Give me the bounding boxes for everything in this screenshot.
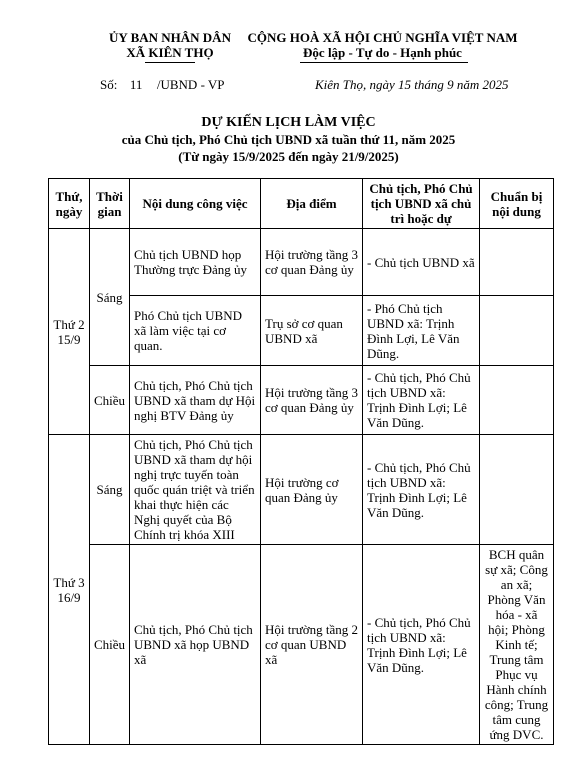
location-cell: Trụ sở cơ quan UBND xã bbox=[261, 296, 363, 366]
document-number-line bbox=[100, 77, 225, 93]
content-cell: Chủ tịch, Phó Chủ tịch UBND xã họp UBND xã bbox=[130, 545, 261, 745]
doc-number: 11 bbox=[129, 77, 143, 92]
schedule-table bbox=[48, 178, 554, 745]
day-cell: Thứ 3 16/9 bbox=[49, 435, 90, 745]
chair-cell: - Chủ tịch, Phó Chủ tịch UBND xã: Trịnh Đình Lợi; Lê Văn Dũng. bbox=[363, 366, 480, 435]
org-name-line2: XÃ KIÊN THỌ bbox=[126, 45, 214, 60]
prep-cell bbox=[480, 366, 554, 435]
motto-underline bbox=[300, 62, 468, 63]
schedule-subtitle: của Chủ tịch, Phó Chủ tịch UBND xã tuần thứ 11, năm 2025 bbox=[121, 132, 456, 147]
date-line: Kiên Thọ, ngày 15 tháng 9 năm 2025 bbox=[315, 77, 509, 92]
day-cell: Thứ 2 15/9 bbox=[49, 229, 90, 435]
content-cell: Chủ tịch, Phó Chủ tịch UBND xã tham dự Hội nghị BTV Đảng ủy bbox=[130, 366, 261, 435]
chair-cell: - Chủ tịch, Phó Chủ tịch UBND xã: Trịnh Đình Lợi; Lê Văn Dũng. bbox=[363, 545, 480, 745]
content-cell: Chủ tịch UBND họp Thường trực Đảng ủy bbox=[130, 229, 261, 296]
session-cell: Sáng bbox=[90, 435, 130, 545]
table-row bbox=[49, 545, 554, 745]
header-content: Nội dung công việc bbox=[130, 179, 261, 229]
table-row bbox=[49, 366, 554, 435]
header-day: Thứ, ngày bbox=[49, 179, 90, 229]
org-underline bbox=[145, 62, 195, 63]
prep-cell bbox=[480, 435, 554, 545]
org-name-line1: ỦY BAN NHÂN DÂN bbox=[109, 30, 231, 45]
location-cell: Hội trường cơ quan Đảng ủy bbox=[261, 435, 363, 545]
header-prep: Chuẩn bị nội dung bbox=[480, 179, 554, 229]
schedule-date-range: (Từ ngày 15/9/2025 đến ngày 21/9/2025) bbox=[178, 149, 399, 164]
header-session: Thời gian bbox=[90, 179, 130, 229]
location-cell: Hội trường tầng 3 cơ quan Đảng ủy bbox=[261, 229, 363, 296]
header-chair: Chủ tịch, Phó Chủ tịch UBND xã chủ trì hoặc dự bbox=[363, 179, 480, 229]
table-row bbox=[49, 229, 554, 296]
header-location: Địa điểm bbox=[261, 179, 363, 229]
prep-cell bbox=[480, 296, 554, 366]
session-cell: Chiều bbox=[90, 366, 130, 435]
chair-cell: - Phó Chủ tịch UBND xã: Trịnh Đình Lợi, Lê Văn Dũng. bbox=[363, 296, 480, 366]
nation-motto: Độc lập - Tự do - Hạnh phúc bbox=[303, 45, 462, 60]
session-cell: Sáng bbox=[90, 229, 130, 366]
nation-name: CỘNG HOÀ XÃ HỘI CHỦ NGHĨA VIỆT NAM bbox=[247, 30, 518, 45]
location-cell: Hội trường tầng 2 cơ quan UBND xã bbox=[261, 545, 363, 745]
chair-cell: - Chủ tịch UBND xã bbox=[363, 229, 480, 296]
prep-cell bbox=[480, 229, 554, 296]
table-header-row bbox=[49, 179, 554, 229]
prep-cell: BCH quân sự xã; Công an xã; Phòng Văn hóa - xã hội; Phòng Kinh tế; Trung tâm Phục vụ Hành chính công; Trung tâm cung ứng DVC. bbox=[480, 545, 554, 745]
doc-code: /UBND - VP bbox=[156, 77, 225, 92]
content-cell: Chủ tịch, Phó Chủ tịch UBND xã tham dự hội nghị trực tuyến toàn quốc quán triệt và triển khai thực hiện các Nghị quyết của Bộ Chính trị khóa XIII bbox=[130, 435, 261, 545]
location-cell: Hội trường tầng 3 cơ quan Đảng ủy bbox=[261, 366, 363, 435]
table-row bbox=[49, 435, 554, 545]
chair-cell: - Chủ tịch, Phó Chủ tịch UBND xã: Trịnh Đình Lợi; Lê Văn Dũng. bbox=[363, 435, 480, 545]
content-cell: Phó Chủ tịch UBND xã làm việc tại cơ quan. bbox=[130, 296, 261, 366]
doc-number-label: Số: bbox=[100, 77, 118, 92]
session-cell: Chiều bbox=[90, 545, 130, 745]
schedule-title: DỰ KIẾN LỊCH LÀM VIỆC bbox=[201, 115, 376, 130]
